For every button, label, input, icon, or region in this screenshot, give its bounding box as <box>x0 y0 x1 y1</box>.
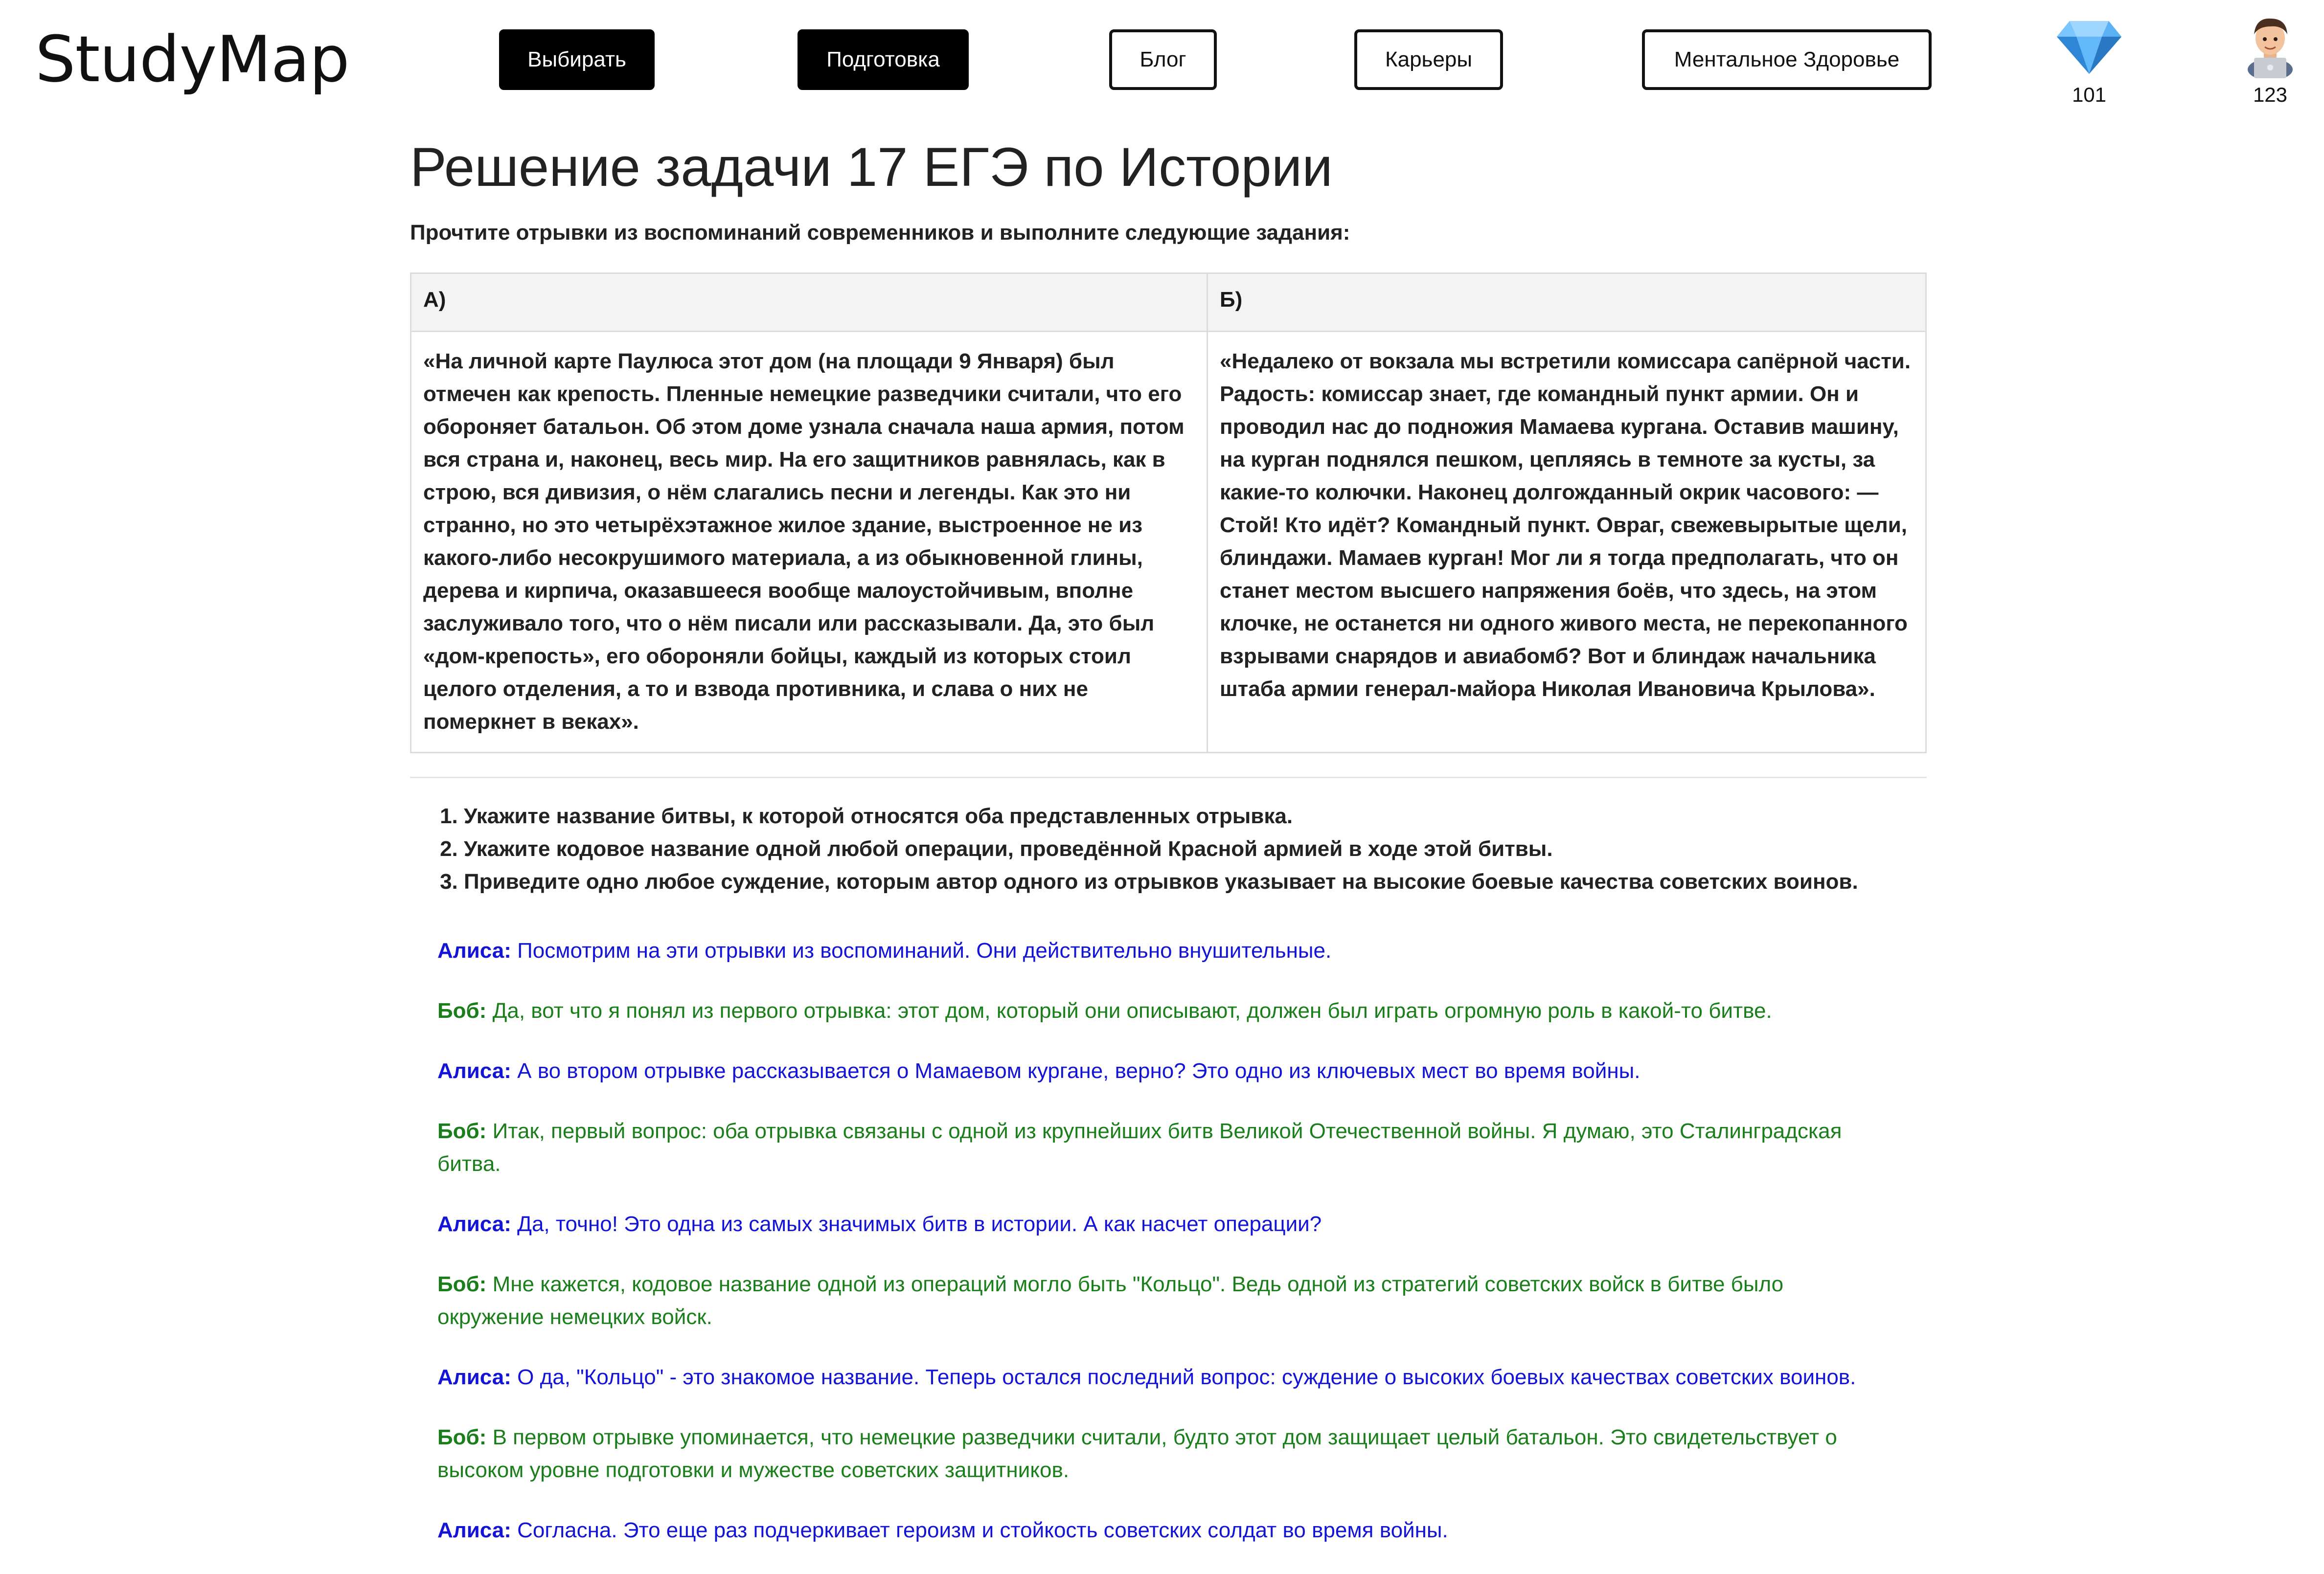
dialog-text: Согласна. Это еще раз подчеркивает героизм и стойкость советских солдат во время войны. <box>517 1518 1448 1542</box>
dialog-line <box>437 1514 1886 1547</box>
dialog-line <box>437 1268 1886 1333</box>
task-intro: Прочтите отрывки из воспоминаний современников и выполните следующие задания: <box>410 220 1350 245</box>
dialog-speaker: Алиса: <box>437 1365 511 1389</box>
header <box>0 0 2324 122</box>
dialog-line <box>437 994 1886 1027</box>
dialog-speaker: Боб: <box>437 1119 487 1143</box>
header-passage-a: А) <box>411 273 1208 331</box>
dialog-text: Итак, первый вопрос: оба отрывка связаны с одной из крупнейших битв Великой Отечественной войны. Я думаю, это Сталинградская битва. <box>437 1119 1842 1176</box>
dialog-speaker: Алиса: <box>437 1058 511 1083</box>
dialog-text: Мне кажется, кодовое название одной из операций могло быть "Кольцо". Ведь одной из стратегий советских войск в битве было окружение немецких войск. <box>437 1272 1784 1329</box>
table-row <box>411 331 1926 752</box>
avatar-icon <box>2243 15 2297 78</box>
question-item: 1. Укажите название битвы, к которой относятся оба представленных отрывка. <box>464 800 1927 832</box>
dialog-line <box>437 1361 1886 1394</box>
gems-count: 101 <box>2072 83 2107 106</box>
dialog-line <box>437 1055 1886 1087</box>
dialog-line <box>437 934 1886 967</box>
dialog-line <box>437 1115 1886 1180</box>
questions-list <box>410 800 1927 898</box>
nav-button-choose[interactable]: Выбирать <box>499 29 655 90</box>
divider <box>410 777 1927 778</box>
dialog-text: Да, точно! Это одна из самых значимых битв в истории. А как насчет операции? <box>517 1212 1322 1236</box>
dialog-text: А во втором отрывке рассказывается о Мамаевом кургане, верно? Это одно из ключевых мест во время войны. <box>517 1058 1640 1083</box>
dialog-speaker: Боб: <box>437 1272 487 1296</box>
question-item: 3. Приведите одно любое суждение, которым автор одного из отрывков указывает на высокие боевые качества советских воинов. <box>464 865 1927 898</box>
dialog-speaker: Алиса: <box>437 938 511 963</box>
main-content <box>410 122 1927 1574</box>
diamond-icon <box>2055 17 2123 76</box>
nav-button-preparation[interactable]: Подготовка <box>797 29 969 90</box>
passage-a: «На личной карте Паулюса этот дом (на площади 9 Января) был отмечен как крепость. Пленные немецкие разведчики считали, что его обороняет батальон. Об этом доме узнала сначала наша армия, потом вся страна и, наконец, весь мир. На его защитников равнялась, как в строю, вся дивизия, о нём слагались песни и легенды. Как это ни странно, но это четырёхэтажное жилое здание, выстроенное не из какого-либо несокрушимого материала, а из обыкновенной глины, дерева и кирпича, оказавшееся вообще малоустойчивым, вполне заслуживало того, что о нём писали или рассказывали. Да, это был «дом-крепость», его обороняли бойцы, каждый из которых стоил целого отделения, а то и взвода противника, и слава о них не померкнет в веках». <box>411 331 1208 752</box>
header-passage-b: Б) <box>1208 273 1926 331</box>
dialog-speaker: Боб: <box>437 998 487 1023</box>
page-title: Решение задачи 17 ЕГЭ по Истории <box>410 136 1333 198</box>
dialog-line <box>437 1208 1886 1240</box>
logo[interactable]: StudyMap <box>35 22 349 96</box>
dialog-speaker: Боб: <box>437 1425 487 1449</box>
profile-count: 123 <box>2253 83 2288 106</box>
passage-b: «Недалеко от вокзала мы встретили комиссара сапёрной части. Радость: комиссар знает, где командный пункт армии. Он и проводил нас до подножия Мамаева кургана. Оставив машину, на курган поднялся пешком, цепляясь в темноте за кусты, за какие-то колючки. Наконец долгожданный окрик часового: — Стой! Кто идёт? Командный пункт. Овраг, свежевырытые щели, блиндажи. Мамаев курган! Мог ли я тогда предполагать, что он станет местом высшего напряжения боёв, что здесь, на этом клочке, не останется ни одного живого места, не перекопанного взрывами снарядов и авиабомб? Вот и блиндаж начальника штаба армии генерал-майора Николая Ивановича Крылова». <box>1208 331 1926 752</box>
dialog-line <box>437 1421 1886 1486</box>
dialog-text: О да, "Кольцо" - это знакомое название. Теперь остался последний вопрос: суждение о высоких боевых качествах советских воинов. <box>517 1365 1856 1389</box>
dialog-speaker: Алиса: <box>437 1212 511 1236</box>
table-header-row <box>411 273 1926 331</box>
dialog-text: Да, вот что я понял из первого отрывка: этот дом, который они описывают, должен был играть огромную роль в какой-то битве. <box>492 998 1772 1023</box>
nav-button-mental-health[interactable]: Ментальное Здоровье <box>1642 29 1932 90</box>
question-item: 2. Укажите кодовое название одной любой операции, проведённой Красной армией в ходе этой битвы. <box>464 832 1927 865</box>
gems-counter[interactable] <box>2050 15 2128 107</box>
passages-table <box>410 272 1927 753</box>
profile-counter[interactable] <box>2231 15 2309 107</box>
dialog <box>410 934 1886 1547</box>
nav-button-blog[interactable]: Блог <box>1109 29 1217 90</box>
dialog-speaker: Алиса: <box>437 1518 511 1542</box>
dialog-text: Посмотрим на эти отрывки из воспоминаний. Они действительно внушительные. <box>517 938 1332 963</box>
dialog-text: В первом отрывке упоминается, что немецкие разведчики считали, будто этот дом защищает целый батальон. Это свидетельствует о высоком уровне подготовки и мужестве советских защитников. <box>437 1425 1837 1482</box>
nav-button-careers[interactable]: Карьеры <box>1354 29 1503 90</box>
